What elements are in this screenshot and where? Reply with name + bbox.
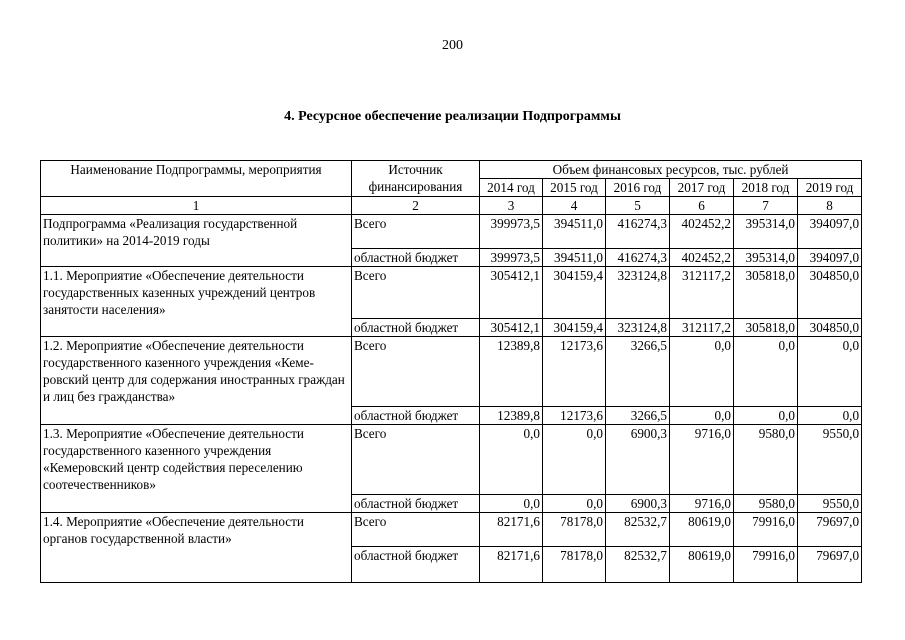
col-number: 4 [543,197,606,215]
cell-value: 402452,2 [670,215,734,249]
cell-value: 0,0 [798,337,862,407]
cell-value: 305818,0 [734,319,798,337]
header-year: 2018 год [734,179,798,197]
cell-value: 394097,0 [798,215,862,249]
table-row-total [41,215,862,249]
cell-value: 78178,0 [543,513,606,547]
header-year: 2015 год [543,179,606,197]
row-source-total: Всего [352,425,480,495]
cell-value: 9716,0 [670,495,734,513]
cell-value: 312117,2 [670,319,734,337]
cell-value: 399973,5 [480,215,543,249]
cell-value: 0,0 [543,425,606,495]
row-source-budget: областной бюджет [352,407,480,425]
cell-value: 3266,5 [606,337,670,407]
header-name-col: Наименование Подпрограммы, мероприятия [41,161,352,197]
header-year: 2019 год [798,179,862,197]
row-source-budget: областной бюджет [352,547,480,583]
header-year: 2017 год [670,179,734,197]
cell-value: 79916,0 [734,547,798,583]
cell-value: 9580,0 [734,425,798,495]
cell-value: 0,0 [480,495,543,513]
cell-value: 0,0 [798,407,862,425]
cell-value: 12173,6 [543,407,606,425]
cell-value: 82171,6 [480,513,543,547]
cell-value: 305818,0 [734,267,798,319]
header-volume-col: Объем финансовых ресурсов, тыс. рублей [480,161,862,179]
cell-value: 80619,0 [670,513,734,547]
cell-value: 402452,2 [670,249,734,267]
resource-table [40,160,862,583]
page-number: 200 [442,38,463,53]
cell-value: 9580,0 [734,495,798,513]
cell-value: 12173,6 [543,337,606,407]
row-source-budget: областной бюджет [352,495,480,513]
cell-value: 304159,4 [543,267,606,319]
row-name: 1.4. Мероприятие «Обеспечение деятельности органов государственной власти» [41,513,352,583]
table-row-total [41,513,862,547]
cell-value: 394511,0 [543,249,606,267]
row-name: Подпрограмма «Реализация государственной политики» на 2014-2019 годы [41,215,352,267]
header-year: 2014 год [480,179,543,197]
cell-value: 323124,8 [606,267,670,319]
col-number: 5 [606,197,670,215]
cell-value: 305412,1 [480,267,543,319]
header-source-col: Источник финансирования [352,161,480,197]
header-row-1 [41,161,862,179]
table-row-total [41,337,862,407]
table-body [41,161,862,583]
cell-value: 304159,4 [543,319,606,337]
cell-value: 0,0 [480,425,543,495]
cell-value: 0,0 [670,407,734,425]
cell-value: 416274,3 [606,215,670,249]
cell-value: 399973,5 [480,249,543,267]
col-number: 7 [734,197,798,215]
cell-value: 82532,7 [606,513,670,547]
cell-value: 416274,3 [606,249,670,267]
col-number: 1 [41,197,352,215]
cell-value: 6900,3 [606,495,670,513]
cell-value: 304850,0 [798,319,862,337]
cell-value: 0,0 [734,337,798,407]
cell-value: 79697,0 [798,513,862,547]
cell-value: 323124,8 [606,319,670,337]
row-source-total: Всего [352,267,480,319]
row-name: 1.3. Мероприятие «Обеспечение деятельности государственного казенного учреждения «Кемеровский центр содействия переселению соотечественников» [41,425,352,513]
col-number: 2 [352,197,480,215]
cell-value: 12389,8 [480,407,543,425]
row-source-budget: областной бюджет [352,319,480,337]
row-name: 1.1. Мероприятие «Обеспечение деятельности государственных казенных учреждений центров занятости населения» [41,267,352,337]
cell-value: 9550,0 [798,425,862,495]
cell-value: 394511,0 [543,215,606,249]
table-row-total [41,267,862,319]
header-year: 2016 год [606,179,670,197]
cell-value: 394097,0 [798,249,862,267]
cell-value: 3266,5 [606,407,670,425]
col-number: 8 [798,197,862,215]
cell-value: 6900,3 [606,425,670,495]
cell-value: 79916,0 [734,513,798,547]
cell-value: 12389,8 [480,337,543,407]
col-number: 6 [670,197,734,215]
cell-value: 79697,0 [798,547,862,583]
cell-value: 0,0 [734,407,798,425]
cell-value: 395314,0 [734,249,798,267]
row-source-total: Всего [352,337,480,407]
cell-value: 0,0 [670,337,734,407]
section-title: 4. Ресурсное обеспечение реализации Подпрограммы [284,109,621,124]
cell-value: 395314,0 [734,215,798,249]
cell-value: 82532,7 [606,547,670,583]
cell-value: 0,0 [543,495,606,513]
row-source-budget: областной бюджет [352,249,480,267]
cell-value: 304850,0 [798,267,862,319]
cell-value: 9550,0 [798,495,862,513]
cell-value: 78178,0 [543,547,606,583]
cell-value: 80619,0 [670,547,734,583]
cell-value: 305412,1 [480,319,543,337]
row-source-total: Всего [352,215,480,249]
row-name: 1.2. Мероприятие «Обеспечение деятельности государственного казенного учреждения «Кеме-ровский центр для содержания иностранных граждан и лиц без гражданства» [41,337,352,425]
row-source-total: Всего [352,513,480,547]
table-row-total [41,425,862,495]
header-row-numbers [41,197,862,215]
cell-value: 312117,2 [670,267,734,319]
col-number: 3 [480,197,543,215]
cell-value: 82171,6 [480,547,543,583]
cell-value: 9716,0 [670,425,734,495]
